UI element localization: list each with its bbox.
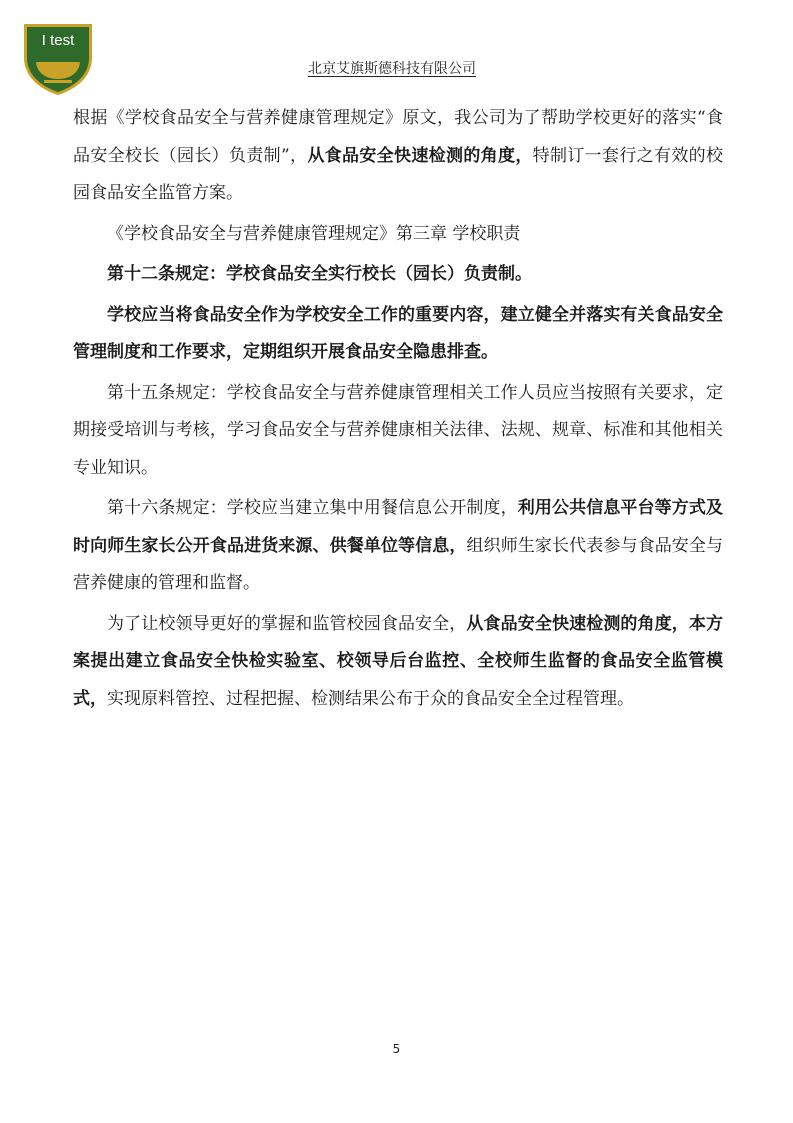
text: 第十五条规定：学校食品安全与营养健康管理相关工作人员应当按照有关要求，定期接受培训与考核，学习食品安全与营养健康相关法律、法规、规章、标准和其他相关专业知识。 [73,382,723,478]
text: 《学校食品安全与营养健康管理规定》第三章 学校职责 [107,223,521,244]
text: 特制订一套行之有效的校园食品安全监管方案。 [73,145,723,203]
paragraph [73,100,723,213]
company-name: 北京艾旗斯德科技有限公司 [308,61,476,77]
bold-text: 从食品安全快速检测的角度，本方案提出建立食品安全快检实验室、校领导后台监控、全校师生监督的食品安全监管模式， [73,613,724,709]
paragraph [73,216,723,254]
paragraph [73,375,723,488]
bold-text: 利用公共信息平台等方式及时向师生家长公开食品进货来源、供餐单位等信息， [73,498,724,556]
text: 为了让校领导更好的掌握和监管校园食品安全， [107,613,467,634]
logo-text: I test [41,32,75,49]
paragraph [73,490,723,603]
document-body [73,100,723,721]
company-logo [22,22,94,96]
paragraph [73,606,723,719]
text: 根据《学校食品安全与营养健康管理规定》原文，我公司为了帮助学校更好的落实“食品安全校长（园长）负责制”， [73,108,723,166]
bold-text: 从食品安全快速检测的角度， [307,145,533,166]
text: 实现原料管控、过程把握、检测结果公布于众的食品安全全过程管理。 [107,688,634,709]
page-number: 5 [392,1042,401,1056]
text: 组织师生家长代表参与食品安全与营养健康的管理和监督。 [73,535,724,593]
bold-text: 学校应当将食品安全作为学校安全工作的重要内容，建立健全并落实有关食品安全管理制度和工作要求，定期组织开展食品安全隐患排查。 [73,304,723,362]
paragraph [73,256,723,294]
text: 第十六条规定：学校应当建立集中用餐信息公开制度， [107,498,518,518]
bold-text: 第十二条规定：学校食品安全实行校长（园长）负责制。 [107,264,532,284]
paragraph [73,297,723,372]
